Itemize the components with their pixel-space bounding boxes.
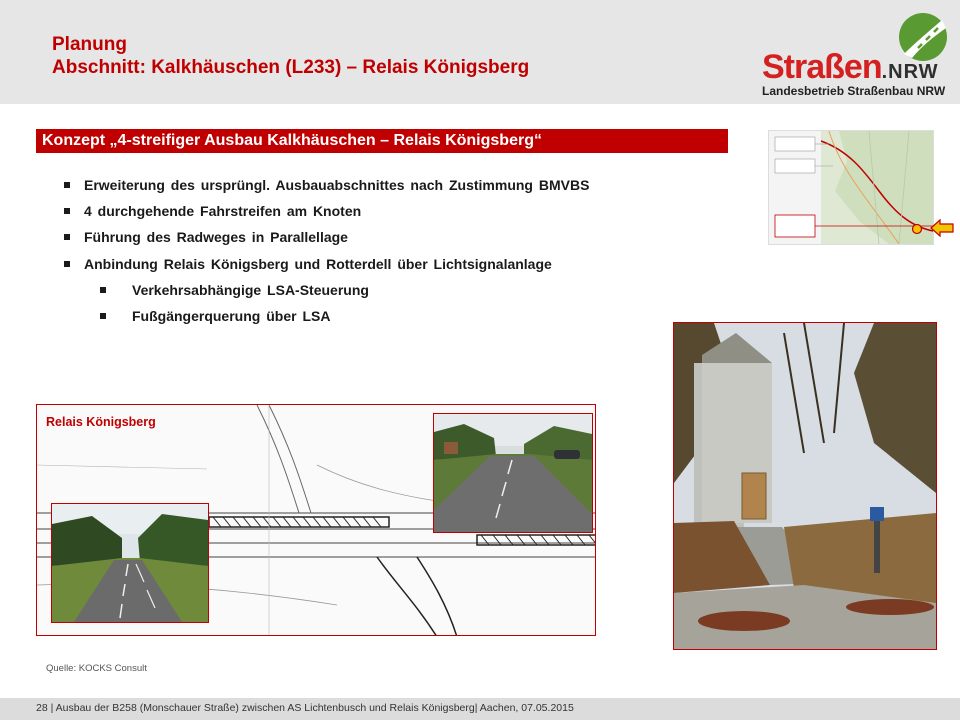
overview-map-image bbox=[768, 130, 934, 245]
logo-subtitle: Landesbetrieb Straßenbau NRW bbox=[762, 84, 946, 98]
bullet-square-icon bbox=[64, 182, 70, 188]
sub-bullet-item: Fußgängerquerung über LSA bbox=[64, 307, 744, 333]
logo-wordmark: Straßen.NRW bbox=[762, 48, 939, 86]
logo bbox=[750, 12, 950, 98]
section-title: Konzept „4-streifiger Ausbau Kalkhäuschen – Relais Königsberg“ bbox=[36, 129, 728, 153]
bullet-item: 4 durchgehende Fahrstreifen am Knoten bbox=[64, 202, 744, 228]
bullet-square-icon bbox=[100, 287, 106, 293]
road-photo-right bbox=[433, 413, 593, 533]
road-photo-left bbox=[51, 503, 209, 623]
page-subtitle: Abschnitt: Kalkhäuschen (L233) – Relais Königsberg bbox=[52, 57, 530, 78]
bullet-square-icon bbox=[100, 313, 106, 319]
bullet-list bbox=[64, 176, 744, 333]
bullet-item: Führung des Radweges in Parallellage bbox=[64, 228, 744, 254]
footer-band bbox=[0, 698, 960, 720]
site-plan-image bbox=[36, 404, 596, 636]
sub-bullet-item: Verkehrsabhängige LSA-Steuerung bbox=[64, 281, 744, 307]
page-title: Planung bbox=[52, 34, 127, 55]
source-note: Quelle: KOCKS Consult bbox=[46, 663, 147, 674]
pointer-arrow-icon bbox=[929, 218, 955, 238]
building-photo bbox=[673, 322, 937, 650]
footer-text: 28 | Ausbau der B258 (Monschauer Straße) zwischen AS Lichtenbusch und Relais Königsberg| Aachen, 07.05.2015 bbox=[36, 702, 574, 714]
bullet-item: Erweiterung des ursprüngl. Ausbauabschnittes nach Zustimmung BMVBS bbox=[64, 176, 744, 202]
bullet-square-icon bbox=[64, 208, 70, 214]
plan-label: Relais Königsberg bbox=[46, 415, 156, 429]
bullet-square-icon bbox=[64, 234, 70, 240]
bullet-item: Anbindung Relais Königsberg und Rotterdell über Lichtsignalanlage bbox=[64, 255, 744, 281]
bullet-square-icon bbox=[64, 261, 70, 267]
